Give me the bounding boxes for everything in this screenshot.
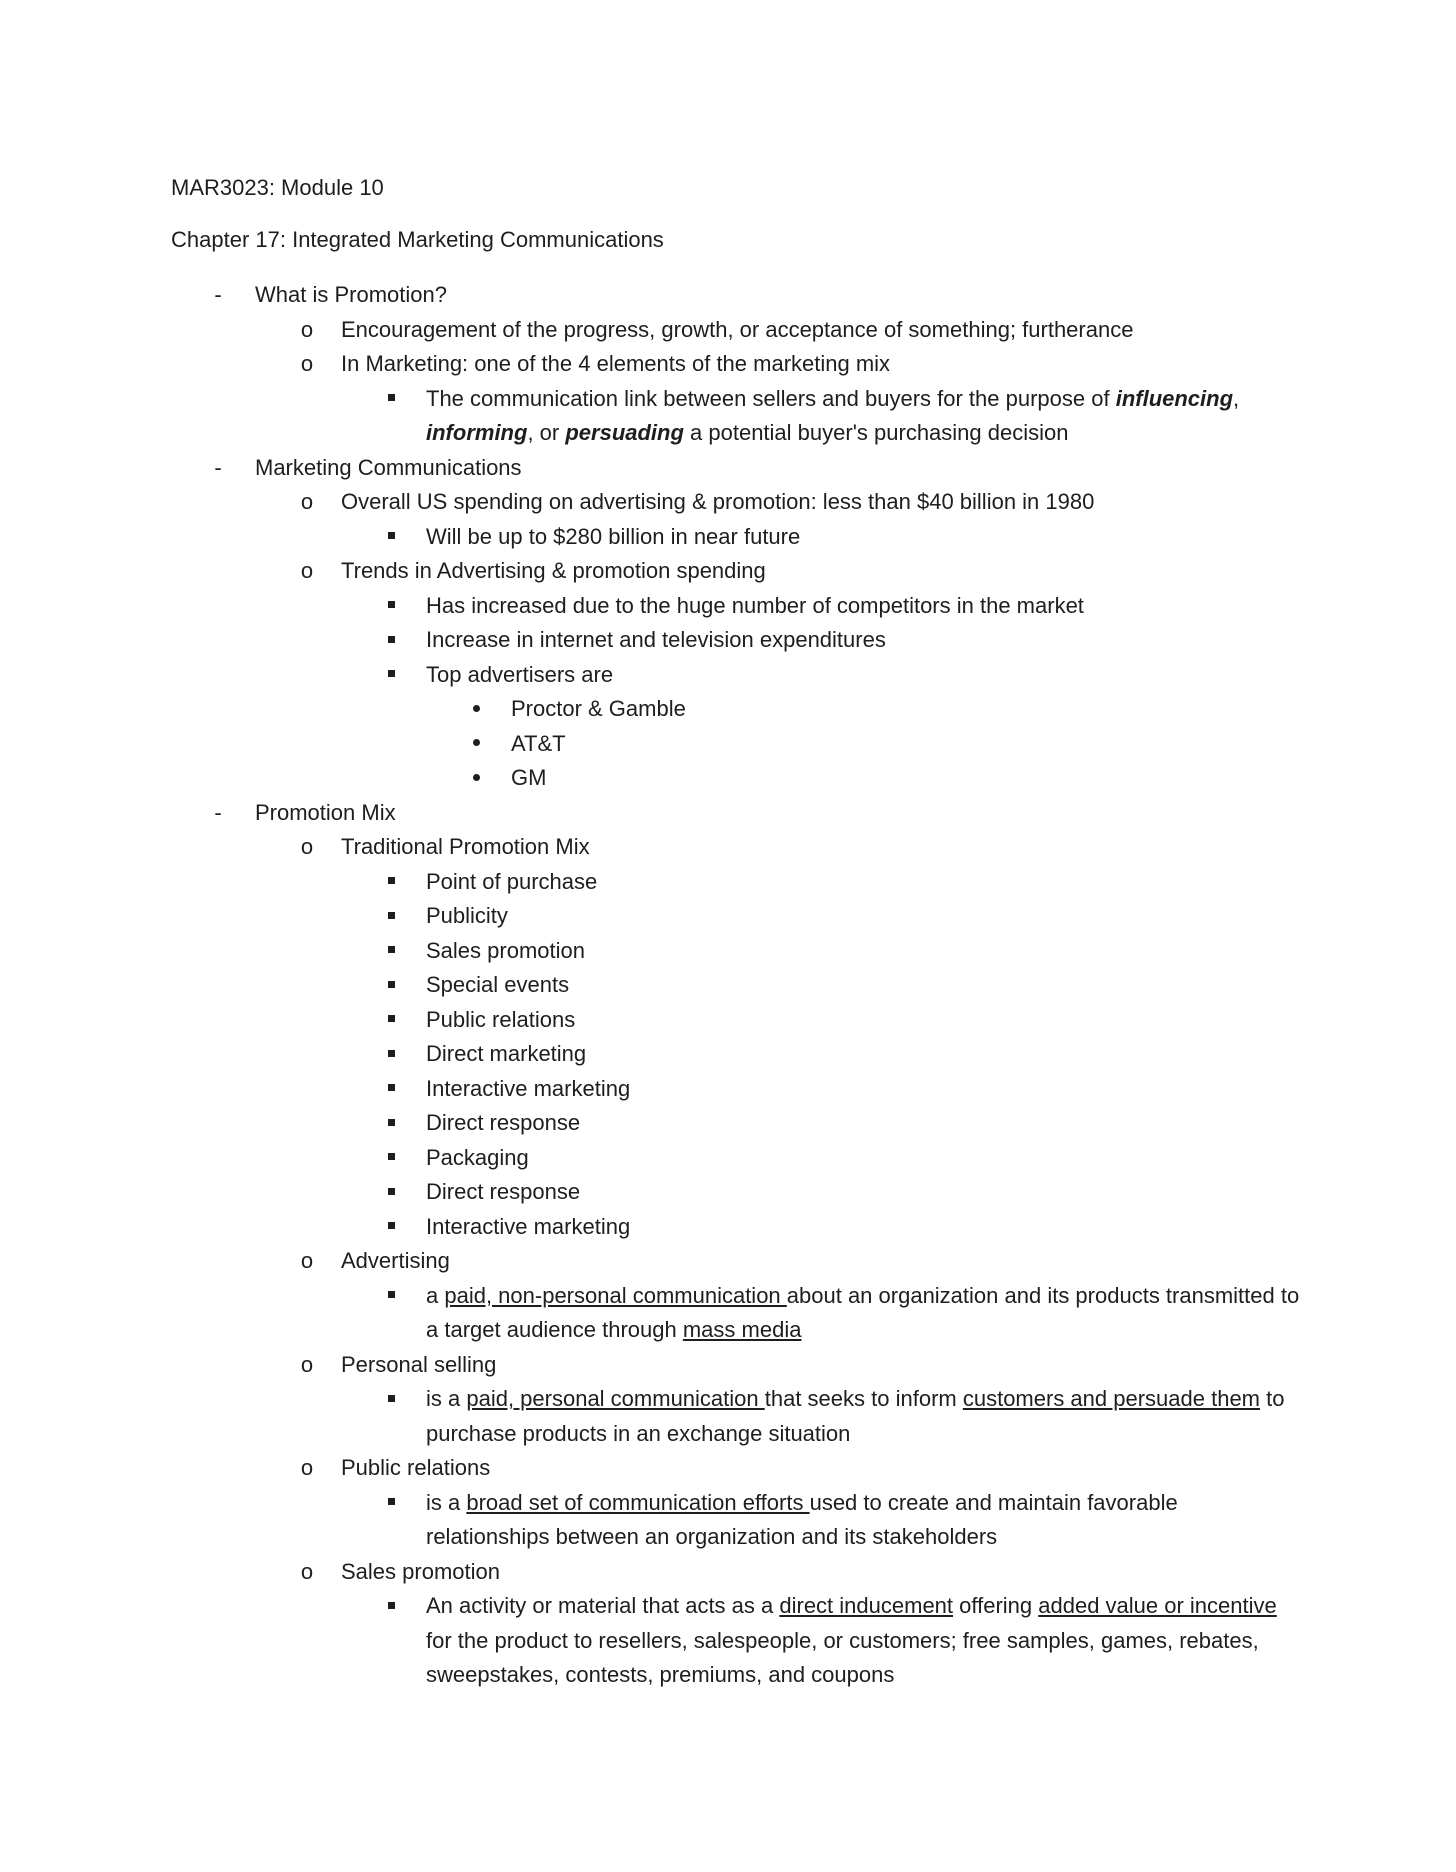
outline [0, 278, 1456, 1693]
square-bullet-icon [376, 865, 406, 900]
round-bullet-icon [461, 761, 491, 796]
emphasis-informing: informing [426, 420, 528, 445]
underlined-term: broad set of communication efforts [466, 1489, 810, 1515]
circle-bullet: o [300, 489, 314, 514]
circle-bullet: o [300, 558, 314, 583]
outline-item [0, 1141, 1456, 1176]
list-item: AT&T [511, 730, 566, 756]
outline-item [0, 347, 1456, 382]
outline-item [0, 1037, 1456, 1072]
outline-item [0, 1072, 1456, 1107]
square-bullet-icon [376, 968, 406, 1003]
section-heading-marcom: Marketing Communications [255, 454, 522, 480]
outline-item [0, 1348, 1456, 1383]
list-item: Direct marketing [426, 1041, 587, 1066]
square-bullet-icon [376, 1486, 406, 1521]
outline-item [0, 899, 1456, 934]
promotion-link-text: The communication link between sellers and buyers for the purpose of influencing, informing, or persuading a potential buyer's purchasing decision [426, 385, 1240, 445]
outline-item [0, 1589, 1456, 1693]
circle-bullet: o [300, 1351, 314, 1377]
square-bullet-icon [376, 520, 406, 555]
outline-item [0, 485, 1456, 520]
list-item: Point of purchase [426, 868, 598, 894]
list-item: GM [511, 765, 547, 790]
dash-bullet: - [214, 799, 222, 825]
list-item: Proctor & Gamble [511, 696, 686, 721]
circle-bullet: o [300, 834, 314, 859]
outline-item [0, 1279, 1456, 1348]
outline-item [0, 865, 1456, 900]
square-bullet-icon [376, 1279, 406, 1314]
personal-selling-definition: is a paid, personal communication that seeks to inform customers and persuade them to purchase products in an exchange situation [426, 1386, 1285, 1446]
circle-bullet: o [300, 351, 314, 376]
personal-selling-heading: Personal selling [341, 1351, 497, 1377]
list-item: Interactive marketing [426, 1213, 631, 1239]
square-bullet-icon [376, 1072, 406, 1107]
section-heading-mix: Promotion Mix [255, 799, 396, 825]
promotion-in-marketing: In Marketing: one of the 4 elements of the marketing mix [341, 351, 891, 376]
list-item: Top advertisers are [426, 661, 614, 687]
list-item: Increase in internet and television expenditures [426, 627, 886, 652]
outline-item [0, 1555, 1456, 1590]
outline-item [0, 589, 1456, 624]
outline-item [0, 968, 1456, 1003]
square-bullet-icon [376, 1037, 406, 1072]
outline-item [0, 1382, 1456, 1451]
public-relations-definition: is a broad set of communication efforts used to create and maintain favorable relationships between an organization and its stakeholders [426, 1489, 1178, 1549]
outline-item [0, 727, 1456, 762]
outline-item [0, 934, 1456, 969]
round-bullet-icon [461, 727, 491, 762]
outline-item [0, 1175, 1456, 1210]
square-bullet-icon [376, 1210, 406, 1245]
marcom-trends: Trends in Advertising & promotion spending [341, 558, 766, 583]
outline-item [0, 830, 1456, 865]
outline-item [0, 451, 1456, 486]
outline-item [0, 1003, 1456, 1038]
outline-item [0, 761, 1456, 796]
list-item: Sales promotion [426, 937, 585, 963]
outline-item [0, 1486, 1456, 1555]
underlined-term: customers and persuade them [962, 1386, 1261, 1411]
outline-item [0, 278, 1456, 313]
outline-item [0, 1106, 1456, 1141]
list-item: Direct response [426, 1110, 581, 1135]
outline-item [0, 382, 1456, 451]
dash-bullet: - [214, 454, 222, 480]
outline-item [0, 692, 1456, 727]
document-title: MAR3023: Module 10 [171, 175, 384, 200]
list-item: Direct response [426, 1179, 581, 1204]
outline-item [0, 658, 1456, 693]
underlined-term: mass media [682, 1317, 802, 1342]
traditional-mix-heading: Traditional Promotion Mix [341, 834, 590, 859]
square-bullet-icon [376, 1141, 406, 1176]
square-bullet-icon [376, 589, 406, 624]
sales-promotion-definition: An activity or material that acts as a direct inducement offering added value or incentive for the product to resellers, salespeople, or customers; free samples, games, rebates, sweepstakes, contests, premiums, and coupons [426, 1593, 1277, 1687]
outline-item [0, 520, 1456, 555]
list-item: Interactive marketing [426, 1075, 631, 1101]
outline-item [0, 796, 1456, 831]
outline-item [0, 623, 1456, 658]
square-bullet-icon [376, 1589, 406, 1624]
square-bullet-icon [376, 658, 406, 693]
list-item: Packaging [426, 1144, 529, 1170]
square-bullet-icon [376, 623, 406, 658]
square-bullet-icon [376, 382, 406, 417]
square-bullet-icon [376, 934, 406, 969]
section-heading-promotion: What is Promotion? [255, 282, 447, 307]
list-item: Has increased due to the huge number of competitors in the market [426, 592, 1084, 618]
outline-item [0, 313, 1456, 348]
circle-bullet: o [300, 1455, 314, 1480]
outline-item [0, 554, 1456, 589]
list-item: Public relations [426, 1006, 576, 1032]
round-bullet-icon [461, 692, 491, 727]
underlined-term: paid, non-personal communication [444, 1282, 787, 1308]
list-item: Publicity [426, 903, 508, 928]
outline-item [0, 1451, 1456, 1486]
emphasis-persuading: persuading [565, 420, 684, 445]
circle-bullet: o [300, 1248, 314, 1273]
advertising-definition: a paid, non-personal communication about an organization and its products transmitted to a target audience through mass media [426, 1282, 1300, 1342]
outline-item [0, 1210, 1456, 1245]
square-bullet-icon [376, 1003, 406, 1038]
square-bullet-icon [376, 1106, 406, 1141]
outline-item [0, 1244, 1456, 1279]
circle-bullet: o [300, 316, 314, 342]
chapter-title: Chapter 17: Integrated Marketing Communications [171, 227, 664, 252]
promotion-definition: Encouragement of the progress, growth, or acceptance of something; furtherance [341, 316, 1134, 342]
emphasis-influencing: influencing [1115, 385, 1234, 411]
advertising-heading: Advertising [341, 1248, 450, 1273]
square-bullet-icon [376, 1175, 406, 1210]
sales-promotion-heading: Sales promotion [341, 1558, 500, 1584]
marcom-future: Will be up to $280 billion in near future [426, 523, 801, 549]
underlined-term: paid, personal communication [466, 1386, 765, 1411]
circle-bullet: o [300, 1558, 314, 1584]
marcom-spending: Overall US spending on advertising & promotion: less than $40 billion in 1980 [341, 489, 1095, 514]
underlined-term: direct inducement [779, 1593, 954, 1618]
square-bullet-icon [376, 899, 406, 934]
dash-bullet: - [214, 282, 222, 307]
underlined-term: added value or incentive [1038, 1593, 1277, 1618]
list-item: Special events [426, 972, 570, 997]
square-bullet-icon [376, 1382, 406, 1417]
public-relations-heading: Public relations [341, 1455, 491, 1480]
